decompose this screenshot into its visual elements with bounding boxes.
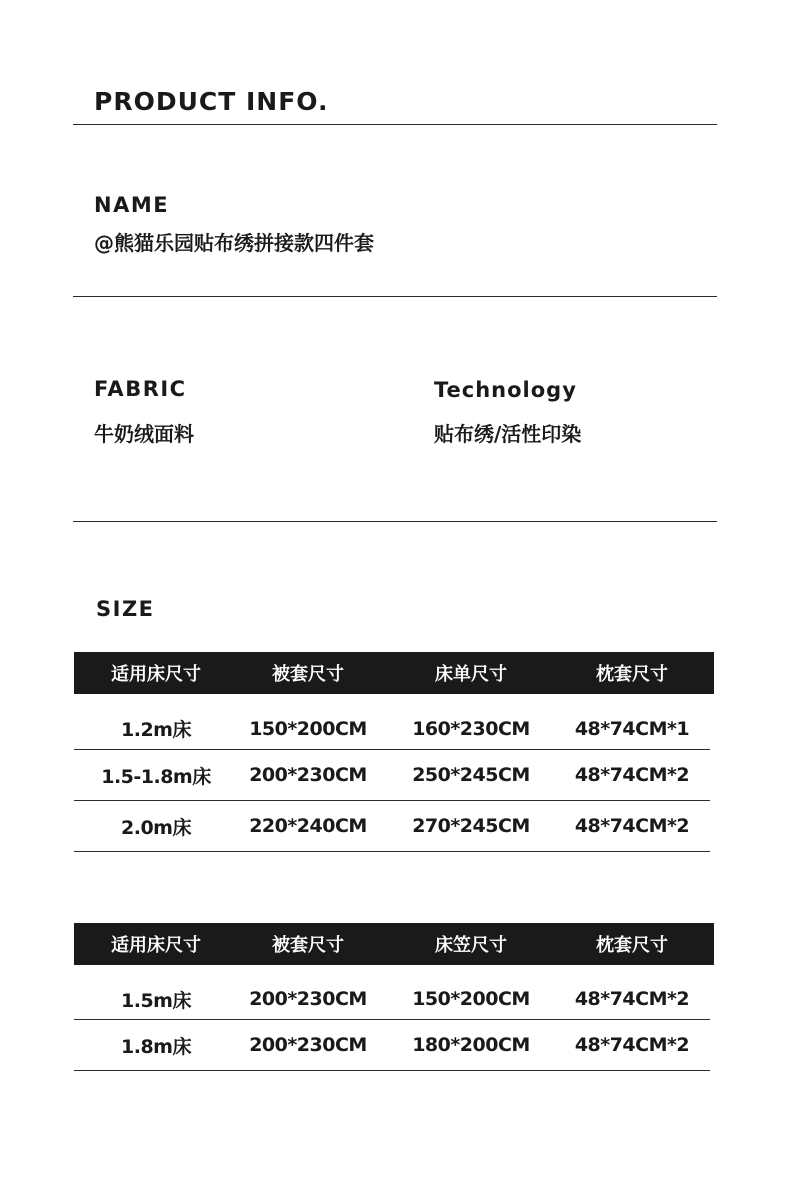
table-row: [74, 750, 710, 801]
table-header-cell: 被套尺寸: [272, 664, 344, 685]
table-cell: 48*74CM*2: [574, 988, 690, 1010]
table-cell: 270*245CM: [412, 815, 530, 837]
table-row: [74, 708, 710, 750]
table-cell: 48*74CM*2: [574, 1034, 690, 1056]
table-cell: 220*240CM: [249, 815, 367, 837]
table-cell: 150*200CM: [412, 988, 530, 1010]
table-header-cell: 被套尺寸: [272, 935, 344, 956]
table-cell: 200*230CM: [249, 1034, 367, 1056]
table-cell: 250*245CM: [412, 764, 530, 786]
table-cell: 48*74CM*2: [574, 764, 690, 786]
table-cell: 48*74CM*1: [574, 717, 690, 740]
technology-label: Technology: [434, 378, 577, 402]
table-row: [74, 1020, 710, 1071]
size-label: SIZE: [96, 597, 155, 621]
name-label: NAME: [94, 193, 170, 217]
page-title: PRODUCT INFO.: [94, 87, 329, 116]
table-cell: 200*230CM: [249, 988, 367, 1010]
table-cell: 2.0m床: [121, 816, 191, 839]
fabric-value: 牛奶绒面料: [94, 422, 194, 446]
divider: [73, 124, 717, 125]
divider: [73, 521, 717, 522]
table-header-cell: 枕套尺寸: [596, 935, 668, 956]
size-table-1: [74, 652, 714, 852]
table-cell: 150*200CM: [249, 717, 367, 740]
technology-value: 贴布绣/活性印染: [434, 422, 582, 446]
table-row: [74, 979, 710, 1020]
table-row: [74, 801, 710, 852]
table-header-cell: 床单尺寸: [435, 664, 507, 685]
product-name: @熊猫乐园贴布绣拼接款四件套: [94, 231, 374, 255]
table-header: [74, 923, 714, 965]
size-table-2: [74, 923, 714, 1071]
table-cell: 48*74CM*2: [574, 815, 690, 837]
table-header-cell: 适用床尺寸: [111, 664, 201, 685]
table-header-cell: 适用床尺寸: [111, 935, 201, 956]
table-header-cell: 枕套尺寸: [596, 664, 668, 685]
table-cell: 1.5m床: [121, 989, 191, 1012]
table-header-cell: 床笠尺寸: [435, 935, 507, 956]
table-header: [74, 652, 714, 694]
table-cell: 200*230CM: [249, 764, 367, 786]
divider: [73, 296, 717, 297]
fabric-label: FABRIC: [94, 377, 187, 401]
table-cell: 1.8m床: [121, 1035, 191, 1058]
table-cell: 1.2m床: [121, 719, 191, 741]
table-cell: 160*230CM: [412, 717, 530, 740]
table-cell: 1.5-1.8m床: [101, 765, 211, 788]
table-cell: 180*200CM: [412, 1034, 530, 1056]
